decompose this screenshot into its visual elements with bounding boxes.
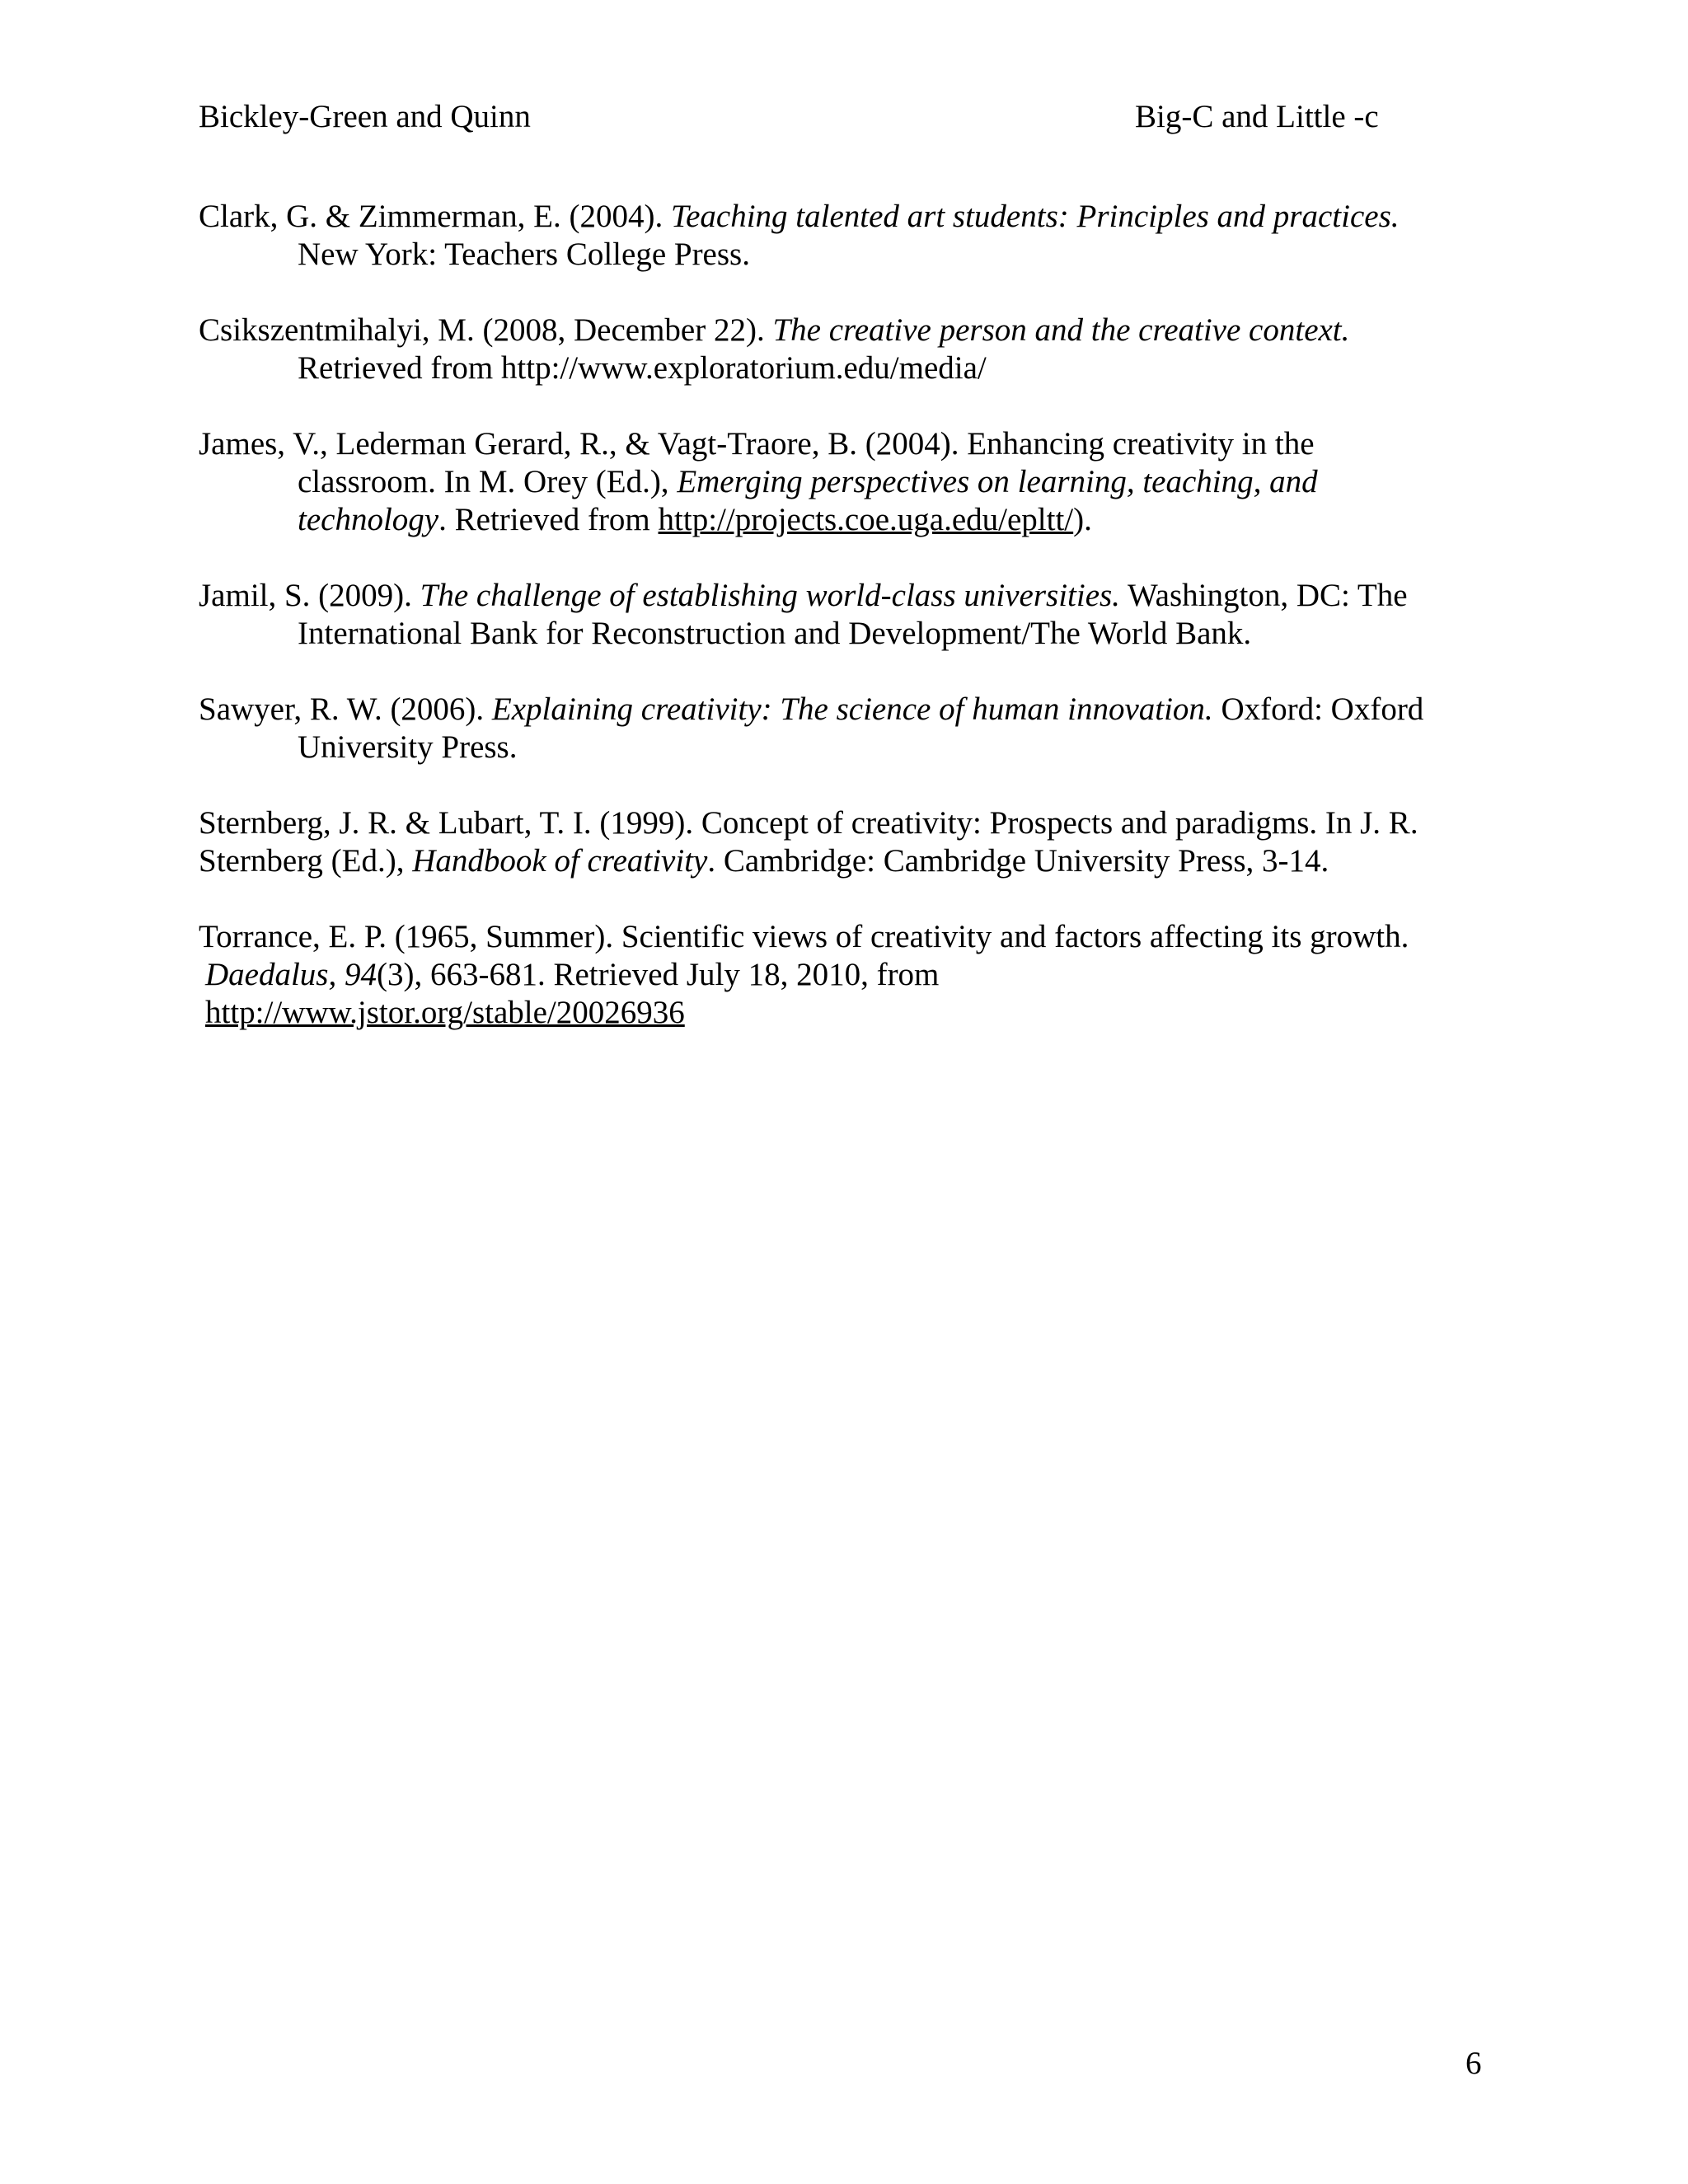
page-number: 6 [1465,2046,1482,2081]
reference-line: Sternberg, J. R. & Lubart, T. I. (1999). Concept of creativity: Prospects and paradigms. In J. R. [199,805,1418,841]
reference-sawyer [199,691,1517,766]
book-title: Teaching talented art students: Principles and practices. [670,199,1400,234]
running-header-authors: Bickley-Green and Quinn [199,99,531,134]
reference-line: Retrieved from http://www.exploratorium.edu/media/ [298,350,987,386]
book-title: Explaining creativity: The science of human innovation. [491,691,1213,727]
reference-list [199,198,1517,1070]
reference-line: International Bank for Reconstruction and Development/The World Bank. [298,616,1252,651]
reference-line [199,994,1517,1032]
reference-line: Csikszentmihalyi, M. (2008, December 22). The creative person and the creative context. [199,312,1350,348]
reference-torrance [199,918,1517,1032]
book-title: technology [298,502,439,537]
reference-line: Torrance, E. P. (1965, Summer). Scientific views of creativity and factors affecting its growth. [199,919,1409,954]
reference-line: classroom. In M. Orey (Ed.), Emerging perspectives on learning, teaching, and [298,464,1318,499]
reference-james [199,425,1517,539]
reference-line: technology. Retrieved from http://projects.coe.uga.edu/epltt/). [298,502,1092,537]
book-title: The challenge of establishing world-class universities. [420,578,1120,613]
reference-csikszentmihalyi [199,312,1517,387]
book-title: Handbook of creativity [412,843,708,879]
reference-jamil [199,577,1517,653]
reference-line: Sawyer, R. W. (2006). Explaining creativity: The science of human innovation. Oxford: Oxford [199,691,1424,727]
reference-line: Sternberg (Ed.), Handbook of creativity. Cambridge: Cambridge University Press, 3-14. [199,843,1329,879]
article-title: The creative person and the creative context. [772,312,1350,348]
book-title: Emerging perspectives on learning, teaching, and [677,464,1318,499]
reference-line: Daedalus, 94(3), 663-681. Retrieved July 18, 2010, from [205,957,940,992]
running-header-title: Big-C and Little -c [1135,99,1379,134]
reference-line: University Press. [298,729,518,765]
reference-line: Jamil, S. (2009). The challenge of establishing world-class universities. Washington, DC: The [199,578,1408,613]
journal-title: Daedalus, 94 [205,957,377,992]
reference-sternberg [199,804,1517,880]
reference-line: James, V., Lederman Gerard, R., & Vagt-Traore, B. (2004). Enhancing creativity in the [199,426,1315,462]
reference-clark [199,198,1517,274]
reference-link-epltt[interactable]: http://projects.coe.uga.edu/epltt/ [658,502,1074,537]
reference-line: Clark, G. & Zimmerman, E. (2004). Teaching talented art students: Principles and practices. [199,199,1400,234]
reference-link-jstor[interactable]: http://www.jstor.org/stable/20026936 [205,995,685,1030]
reference-line: New York: Teachers College Press. [298,237,750,272]
